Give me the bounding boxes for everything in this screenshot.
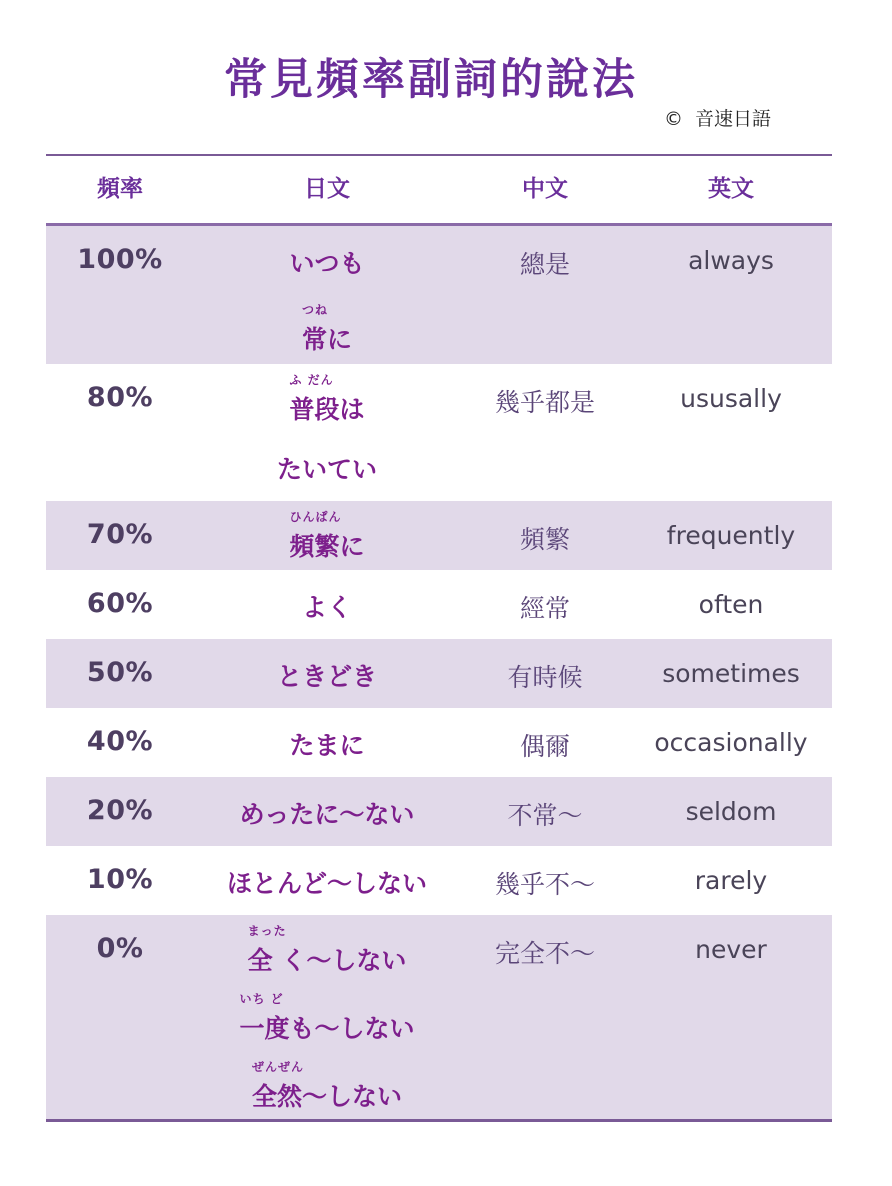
en-cell: [630, 846, 832, 895]
table-row: [46, 226, 832, 364]
jp-expression: [194, 364, 460, 432]
jp-expression: [194, 915, 460, 983]
jp-word: 頻繁に: [289, 532, 365, 561]
zh-value: 頻繁: [519, 525, 570, 554]
jp-word-wrap: [289, 244, 364, 280]
zh-value: 幾乎都是: [494, 388, 595, 417]
table-row: [46, 846, 832, 915]
jp-word-wrap: [240, 795, 415, 831]
jp-expression: [194, 501, 460, 569]
en-cell: [630, 708, 832, 757]
zh-cell: [460, 777, 630, 832]
en-value: rarely: [694, 866, 768, 895]
freq-cell: [46, 226, 194, 275]
jp-word: よく: [301, 593, 352, 622]
table-row: [46, 570, 832, 639]
zh-value: 幾乎不〜: [494, 870, 595, 899]
freq-value: 80%: [86, 382, 154, 413]
jp-cell: [194, 501, 460, 569]
header-zh: 中文: [522, 176, 568, 202]
jp-word: めったに〜ない: [239, 800, 415, 829]
jp-word-wrap: [289, 373, 365, 426]
jp-expression: [194, 570, 460, 638]
freq-value: 40%: [86, 726, 154, 757]
zh-value: 完全不〜: [494, 939, 595, 968]
freq-cell: [46, 708, 194, 757]
freq-value: 70%: [86, 519, 154, 550]
zh-cell: [460, 915, 630, 970]
table-row: [46, 639, 832, 708]
furigana: ぜんぜん: [251, 1060, 304, 1074]
header-en: 英文: [708, 176, 754, 202]
en-value: often: [698, 590, 764, 619]
table-bottom-rule: [46, 1119, 832, 1122]
zh-cell: [460, 846, 630, 901]
jp-word: たいてい: [276, 455, 377, 484]
credit: [664, 104, 771, 131]
jp-expression: [194, 846, 460, 914]
jp-word: 一度も〜しない: [239, 1014, 415, 1043]
freq-value: 0%: [96, 933, 144, 964]
freq-value: 60%: [86, 588, 154, 619]
freq-cell: [46, 846, 194, 895]
freq-cell: [46, 915, 194, 964]
jp-expression: [194, 432, 460, 500]
jp-cell: [194, 915, 460, 1119]
jp-cell: [194, 846, 460, 914]
jp-expression: [194, 708, 460, 776]
freq-value: 50%: [86, 657, 154, 688]
jp-expression: [194, 639, 460, 707]
jp-expression: [194, 294, 460, 362]
jp-word-wrap: [301, 303, 352, 356]
jp-word-wrap: [289, 726, 364, 762]
jp-expression: [194, 226, 460, 294]
jp-cell: [194, 708, 460, 776]
furigana: ふ だん: [289, 373, 334, 387]
zh-value: 總是: [519, 250, 570, 279]
zh-value: 有時候: [507, 663, 583, 692]
freq-cell: [46, 570, 194, 619]
zh-cell: [460, 639, 630, 694]
jp-word-wrap: [289, 510, 365, 563]
furigana: ひんぱん: [289, 510, 342, 524]
table-row: [46, 364, 832, 501]
en-cell: [630, 777, 832, 826]
table-row: [46, 777, 832, 846]
en-value: frequently: [666, 521, 796, 550]
jp-word-wrap: [251, 1060, 402, 1113]
jp-word: 全 く〜しない: [247, 946, 407, 975]
credit-text: 音速日語: [695, 108, 772, 130]
zh-cell: [460, 226, 630, 281]
page-title: 常見頻率副詞的說法: [224, 55, 638, 105]
freq-cell: [46, 364, 194, 413]
freq-value: 10%: [86, 864, 154, 895]
freq-value: 20%: [86, 795, 154, 826]
en-cell: [630, 226, 832, 275]
furigana: いち ど: [239, 992, 284, 1006]
furigana: つね: [301, 303, 328, 317]
jp-word: 普段は: [289, 395, 365, 424]
en-cell: [630, 915, 832, 964]
en-value: ususally: [680, 384, 782, 413]
jp-word: 全然〜しない: [251, 1082, 402, 1111]
table-header-row: [46, 156, 832, 226]
jp-cell: [194, 364, 460, 500]
en-cell: [630, 570, 832, 619]
en-value: never: [695, 935, 767, 964]
furigana: まった: [247, 924, 287, 938]
en-value: always: [688, 246, 774, 275]
jp-word-wrap: [302, 588, 352, 624]
jp-word-wrap: [227, 864, 427, 900]
frequency-adverb-table: [46, 156, 832, 1121]
header-jp: 日文: [304, 176, 350, 202]
zh-cell: [460, 570, 630, 625]
en-value: seldom: [685, 797, 777, 826]
table-row: [46, 501, 832, 570]
jp-word: 常に: [301, 325, 352, 354]
en-cell: [630, 364, 832, 413]
zh-value: 經常: [519, 594, 570, 623]
jp-cell: [194, 777, 460, 845]
en-cell: [630, 639, 832, 688]
freq-cell: [46, 777, 194, 826]
freq-value: 100%: [77, 244, 163, 275]
en-value: occasionally: [654, 728, 808, 757]
copyright-symbol: ©: [664, 108, 683, 130]
jp-word-wrap: [239, 992, 415, 1045]
zh-cell: [460, 501, 630, 556]
freq-cell: [46, 639, 194, 688]
en-value: sometimes: [662, 659, 800, 688]
jp-cell: [194, 226, 460, 362]
header-freq: 頻率: [97, 176, 143, 202]
jp-word: いつも: [289, 249, 365, 278]
jp-expression: [194, 1051, 460, 1119]
zh-cell: [460, 708, 630, 763]
jp-word: ほとんど〜しない: [226, 869, 427, 898]
jp-word-wrap: [277, 657, 377, 693]
jp-word: たまに: [289, 731, 365, 760]
jp-word-wrap: [277, 450, 377, 486]
jp-word: ときどき: [276, 662, 377, 691]
jp-word-wrap: [247, 924, 407, 977]
en-cell: [630, 501, 832, 550]
jp-cell: [194, 570, 460, 638]
table-row: [46, 915, 832, 1121]
jp-cell: [194, 639, 460, 707]
freq-cell: [46, 501, 194, 550]
zh-value: 不常〜: [507, 801, 583, 830]
jp-expression: [194, 983, 460, 1051]
zh-cell: [460, 364, 630, 419]
zh-value: 偶爾: [519, 732, 570, 761]
jp-expression: [194, 777, 460, 845]
table-row: [46, 708, 832, 777]
